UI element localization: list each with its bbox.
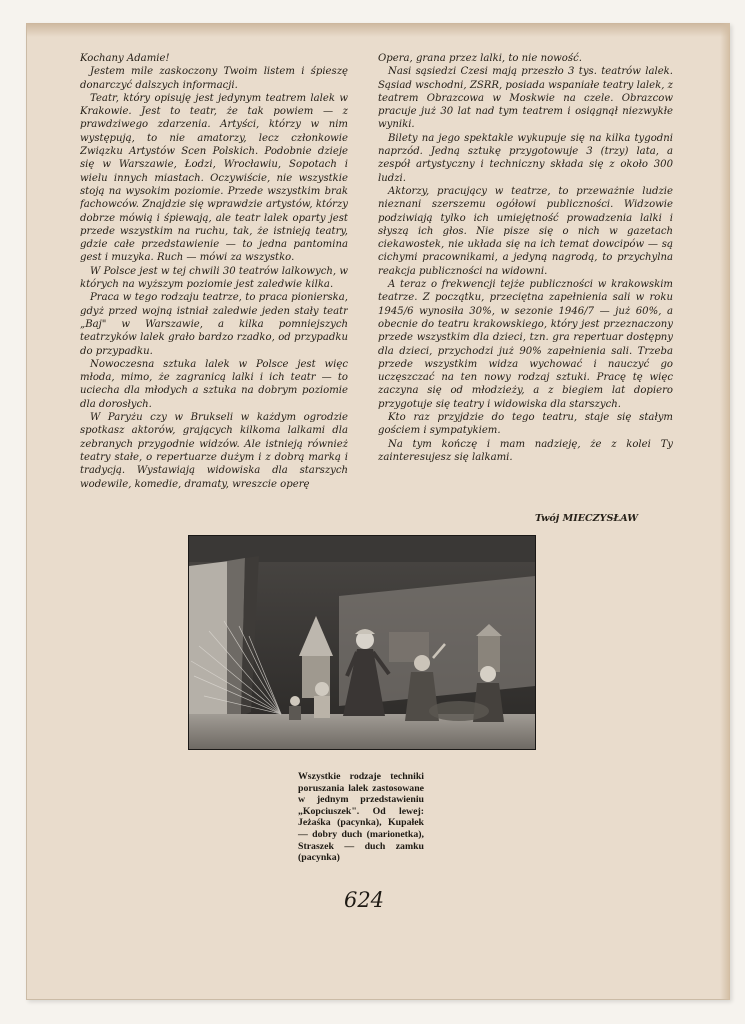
letter-paragraph: Aktorzy, pracujący w teatrze, to przeważnie ludzie nieznani szerszemu ogółowi publiczności. Widzowie podziwiają tylko ich umiejętność prowadzenia lalki i słyszą ich głos. Nie pisze się o nich w gazetach ciekawostek, nie układa się na ich temat dowcipów — są cichymi pracownikami, a jedyną nagrodą, to przychylna reakcja publiczności na widowni. [378, 185, 673, 277]
letter-paragraph: A teraz o frekwencji tejże publiczności w krakowskim teatrze. Z początku, przeciętna zapełnienia sali w roku 1945/6 wynosiła 30%, w sezonie 1946/7 — już 60%, a obecnie do teatru krakowskiego, który jest przeznaczony przede wszystkim dla dzieci, tzn. gra repertuar dostępny dla dzieci, przychodzi już 90% zapełnienia sali. Trzeba przede wszystkim widza wychować i nauczyć go uczęszczać na ten nowy rodzaj sztuki. Pracę tę więc zaczyna się od młodzieży, a z biegiem lat dopiero przygotuje się teatry i widowiska dla starszych. [378, 279, 673, 410]
puppet-stage-photo [188, 535, 536, 750]
letter-paragraph: Praca w tego rodzaju teatrze, to praca pionierska, gdyż przed wojną istniał zaledwie jeden stały teatr „Baj" w Warszawie, a kilka pomniejszych teatrzyków lalek grało bardzo rzadko, od przypadku do przypadku. [80, 292, 348, 357]
letter-right-column [378, 52, 673, 522]
photo-illustration [189, 536, 535, 749]
letter-paragraph: Kto raz przyjdzie do tego teatru, staje się stałym gościem i sympatykiem. [378, 412, 673, 437]
letter-paragraph: Na tym kończę i mam nadzieję, że z kolei Ty zainteresujesz się lalkami. [378, 438, 673, 463]
paper-top-edge [26, 23, 730, 37]
paper-right-edge [720, 23, 730, 1000]
letter-paragraph: W Polsce jest w tej chwili 30 teatrów lalkowych, w których na wyższym poziomie jest zaledwie kilka. [80, 265, 348, 291]
stage-wing-left [189, 561, 229, 726]
letter-paragraph: W Paryżu czy w Brukseli w każdym ogrodzie spotkasz aktorów, grających kilkoma lalkami dla zebranych przygodnie widzów. Ale istnieją również teatry stałe, o repertuarze dużym i z dobrą marką i tradycją. Wystawiają widowiska dla starszych wodewile, komedie, dramaty, wreszcie operę [80, 412, 348, 490]
puppet-kupalek [314, 682, 330, 718]
letter-greeting: Kochany Adamie! [80, 53, 170, 64]
letter-paragraph: Opera, grana przez lalki, to nie nowość. [378, 53, 582, 64]
letter-paragraph: Nasi sąsiedzi Czesi mają przeszło 3 tys. teatrów lalek. Sąsiad wschodni, ZSRR, posiada wspaniałe teatry lalek, z teatrem Obrazcowa w Moskwie na czele. Obrazcow pracuje już 30 lat nad tym teatrem i osiągnął niezwykłe wyniki. [378, 66, 673, 131]
letter-signature: Twój MIECZYSŁAW [535, 513, 638, 524]
puppet-jezaska [289, 696, 301, 720]
stage-valance [189, 536, 535, 562]
letter-paragraph: Bilety na jego spektakle wykupuje się na kilka tygodni naprzód. Jedną sztukę przygotowuje 3 (trzy) lata, a zespół artystyczny i techniczny składa się z około 300 ludzi. [378, 132, 673, 184]
letter-paragraph: Nowoczesna sztuka lalek w Polsce jest więc młoda, mimo, że zagranicą lalki i ich teatr — to uciecha dla młodych a sztuka na dobrym poziomie dla dorosłych. [80, 358, 348, 410]
page-number: 624 [343, 888, 385, 912]
letter-left-column [80, 52, 348, 548]
photo-caption: Wszystkie rodzaje techniki poruszania lalek zastosowane w jednym przedstawieniu „Kopciuszek". Od lewej: Jeżaśka (pacynka), Kupałek — dobry duch (marionetka), Straszek — duch zamku (pacynka) [298, 771, 424, 864]
letter-paragraph: Teatr, który opisuję jest jedynym teatrem lalek w Krakowie. Jest to teatr, że tak powiem — z prawdziwego zdarzenia. Artyści, którzy w nim występują, to nie amatorzy, lecz członkowie Związku Artystów Scen Polskich. Podobnie dzieje się w Warszawie, Łodzi, Wrocławiu, Sopotach i wielu innych miastach. Oczywiście, nie wszystkie stoją na wysokim poziomie. Przede wszystkim brak fachowców. Znajdzie się wprawdzie artystów, którzy dobrze mówią i śpiewają, ale teatr lalek oparty jest przede wszystkim na ruchu, tak, że istnieją teatry, gdzie całe przedstawienie — to jedna pantomina gest i muzyka. Ruch — mówi za wszystko. [80, 92, 348, 264]
letter-paragraph: Jestem mile zaskoczony Twoim listem i śpieszę donarczyć dalszych informacji. [80, 66, 348, 91]
